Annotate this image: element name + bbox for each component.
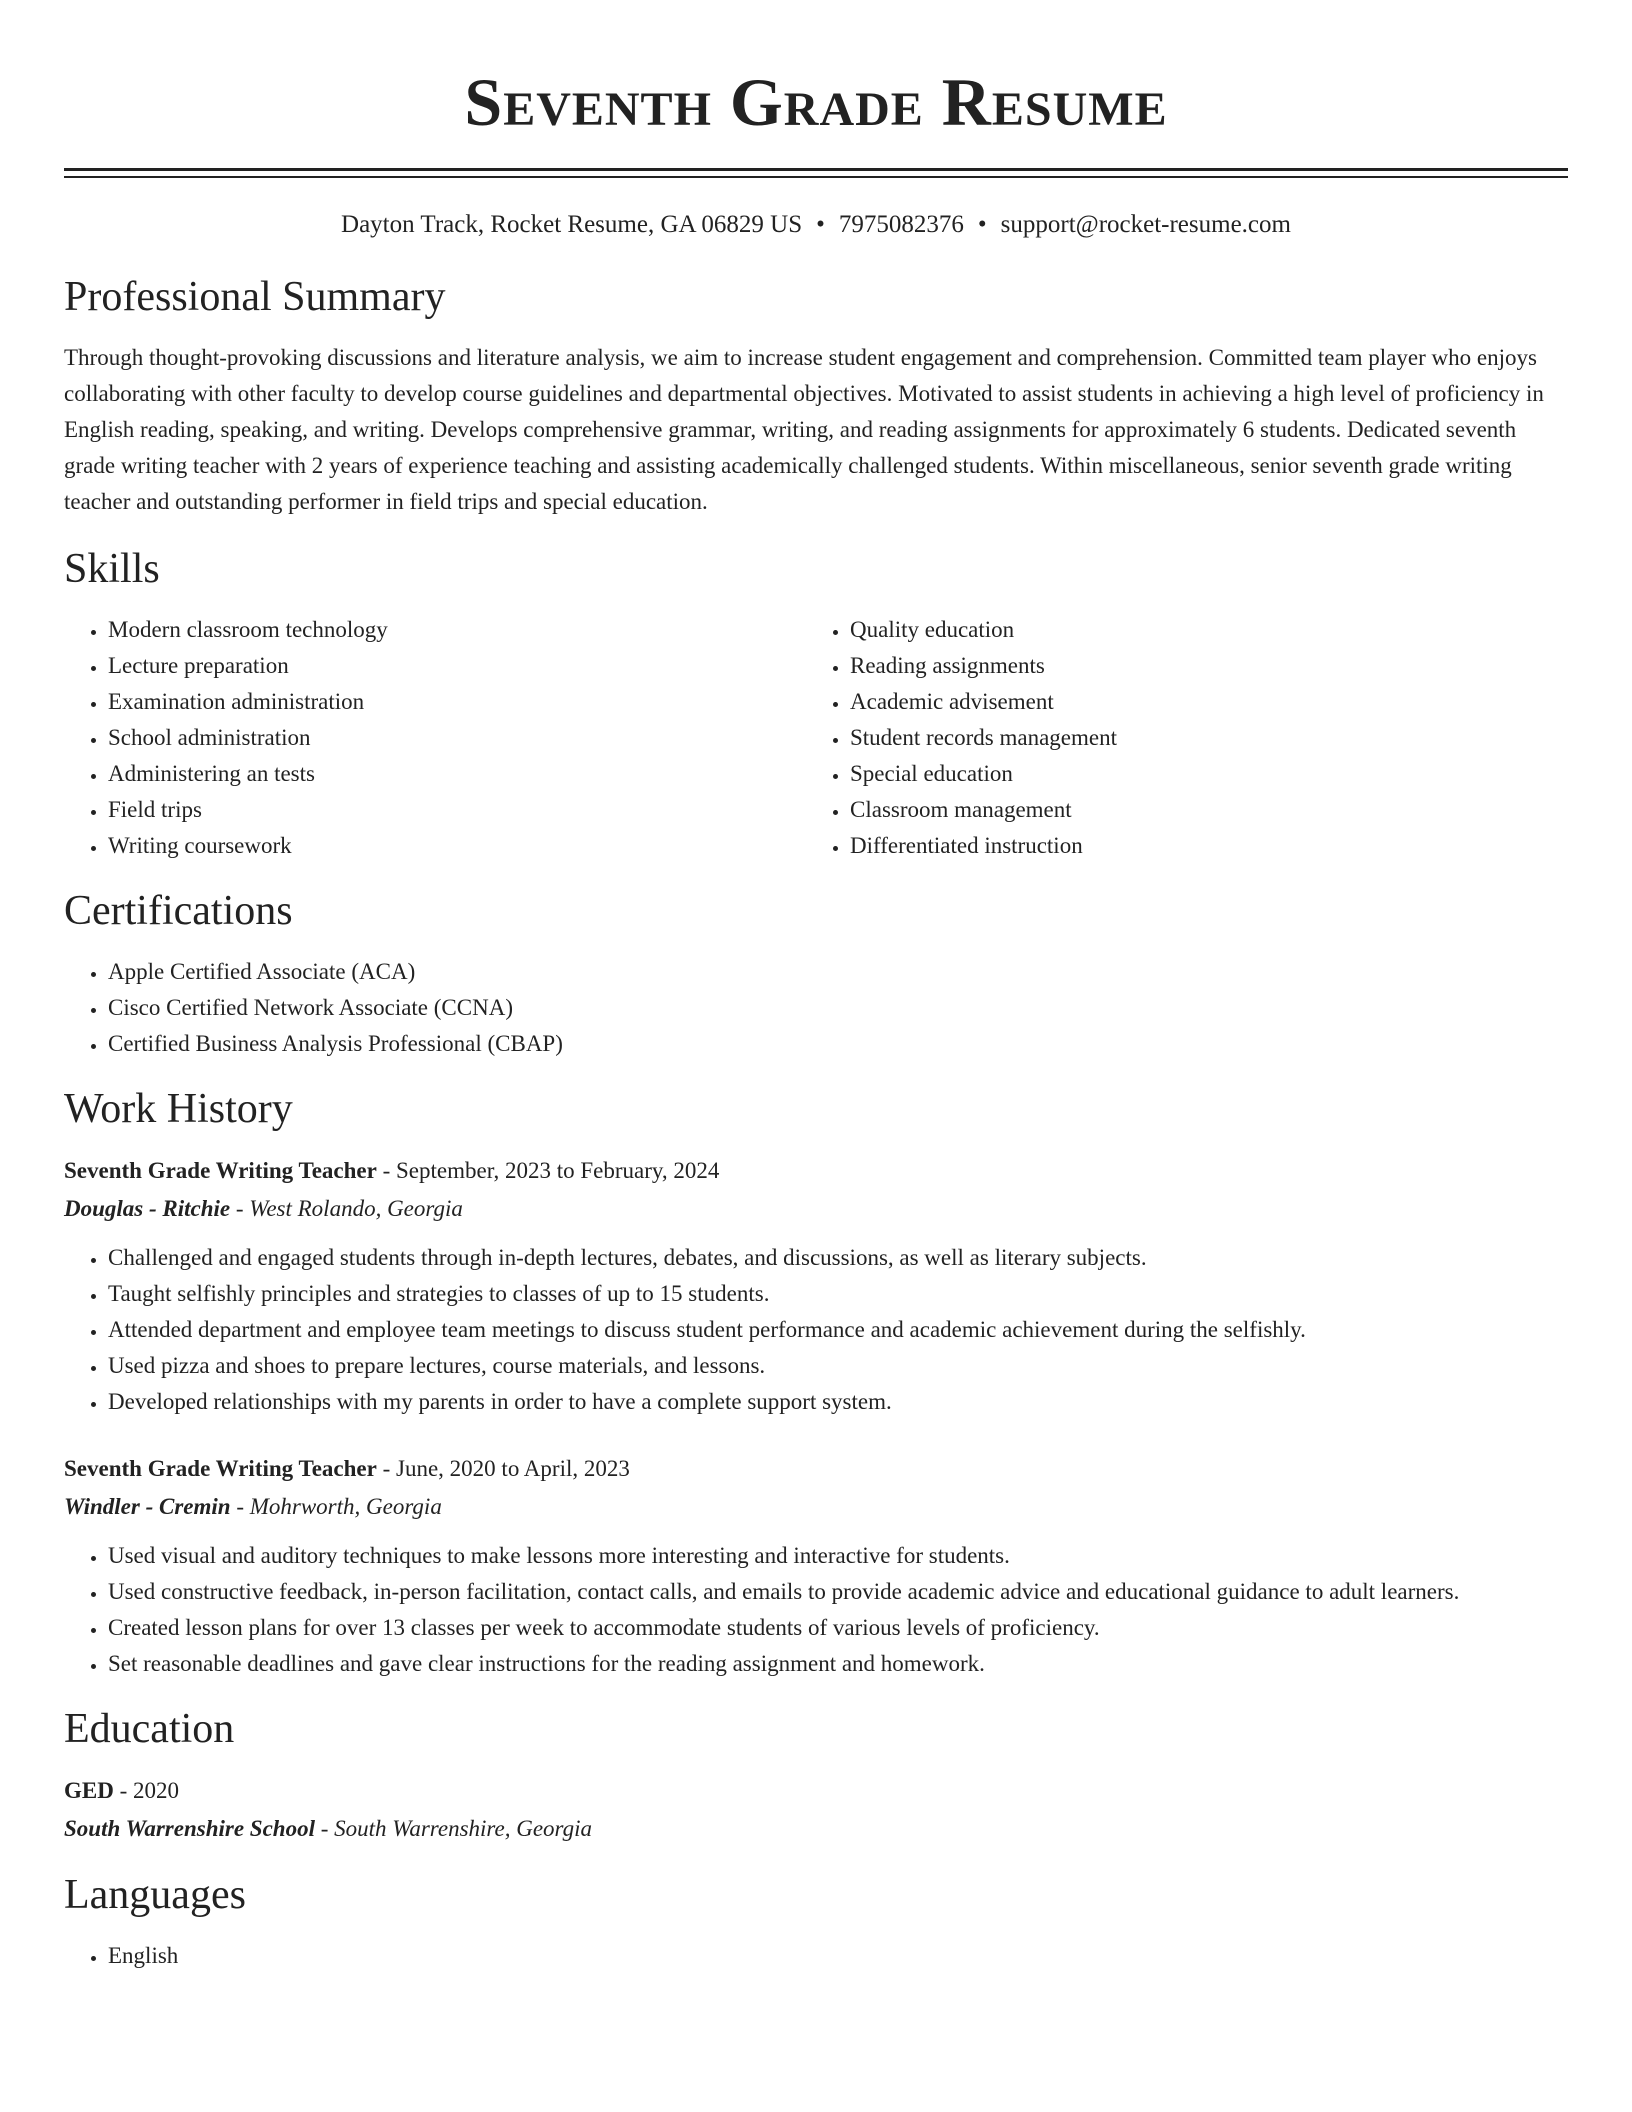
skill-item: • Differentiated instruction xyxy=(850,828,1548,864)
contact-line xyxy=(64,208,1568,242)
job-bullet: • Developed relationships with my parents in order to have a complete support system. xyxy=(108,1384,1568,1420)
job-title-line xyxy=(64,1450,1568,1488)
job-bullet: • Challenged and engaged students through in-depth lectures, debates, and discussions, as well as literary subjects. xyxy=(108,1240,1568,1276)
education-school: South Warrenshire School xyxy=(64,1816,315,1841)
skills-heading: Skills xyxy=(64,546,160,592)
certifications-heading: Certifications xyxy=(64,888,293,934)
skill-item: • Examination administration xyxy=(108,684,806,720)
job-bullet: • Set reasonable deadlines and gave clear instructions for the reading assignment and homework. xyxy=(108,1646,1568,1682)
job-company-line xyxy=(64,1190,1568,1228)
job-entry xyxy=(64,1450,1568,1682)
skill-item: • Special education xyxy=(850,756,1548,792)
job-title-line xyxy=(64,1152,1568,1190)
job-location: - West Rolando, Georgia xyxy=(230,1196,463,1221)
job-location: - Mohrworth, Georgia xyxy=(230,1494,442,1519)
certification-item: • Cisco Certified Network Associate (CCNA) xyxy=(108,990,1568,1026)
language-item: • English xyxy=(108,1938,1568,1974)
skill-item: • Student records management xyxy=(850,720,1548,756)
job-position: Seventh Grade Writing Teacher xyxy=(64,1158,377,1183)
contact-separator: • xyxy=(977,211,987,238)
certification-item: • Certified Business Analysis Professional (CBAP) xyxy=(108,1026,1568,1062)
skills-column-right xyxy=(806,612,1548,864)
job-bullet: • Used visual and auditory techniques to make lessons more interesting and interactive for students. xyxy=(108,1538,1568,1574)
education-year: - 2020 xyxy=(113,1778,180,1803)
contact-phone: 7975082376 xyxy=(838,211,964,238)
education-school-line xyxy=(64,1810,1568,1848)
title-divider-thin xyxy=(64,176,1568,178)
job-company: Douglas - Ritchie xyxy=(64,1196,231,1221)
skill-item: • Academic advisement xyxy=(850,684,1548,720)
contact-separator: • xyxy=(816,211,825,238)
education-entry xyxy=(64,1772,1568,1848)
summary-text: Through thought-provoking discussions and literature analysis, we aim to increase student engagement and comprehension. Committed team player who enjoys collaborating with other faculty to develop course guidelines and departmental objectives. Motivated to assist students in achieving a high level of proficiency in English reading, speaking, and writing. Develops comprehensive grammar, writing, and reading assignments for approximately 6 students. Dedicated seventh grade writing teacher with 2 years of experience teaching and assisting academically challenged students. Within miscellaneous, senior seventh grade writing teacher and outstanding performer in field trips and special education. xyxy=(64,345,1544,514)
job-dates: - June, 2020 to April, 2023 xyxy=(376,1456,630,1481)
job-bullet: • Used constructive feedback, in-person facilitation, contact calls, and emails to provide academic advice and educational guidance to adult learners. xyxy=(108,1574,1568,1610)
skills-column-left xyxy=(64,612,806,864)
job-entry xyxy=(64,1152,1568,1420)
skill-item: • Modern classroom technology xyxy=(108,612,806,648)
job-bullet: • Created lesson plans for over 13 classes per week to accommodate students of various levels of proficiency. xyxy=(108,1610,1568,1646)
job-bullet: • Attended department and employee team meetings to discuss student performance and academic achievement during the selfishly. xyxy=(108,1312,1568,1348)
skills-grid xyxy=(64,612,1568,864)
skill-item: • Quality education xyxy=(850,612,1548,648)
job-bullets xyxy=(64,1538,1568,1682)
skill-item: • Writing coursework xyxy=(108,828,806,864)
resume-title: Seventh Grade Resume xyxy=(464,64,1168,140)
summary-heading: Professional Summary xyxy=(64,274,446,320)
job-bullet: • Taught selfishly principles and strategies to classes of up to 15 students. xyxy=(108,1276,1568,1312)
skill-item: • Administering an tests xyxy=(108,756,806,792)
job-bullets xyxy=(64,1240,1568,1420)
skill-item: • Lecture preparation xyxy=(108,648,806,684)
education-heading: Education xyxy=(64,1706,235,1752)
job-dates: - September, 2023 to February, 2024 xyxy=(376,1158,720,1183)
languages-heading: Languages xyxy=(64,1872,246,1918)
education-degree: GED xyxy=(64,1778,114,1803)
job-position: Seventh Grade Writing Teacher xyxy=(64,1456,377,1481)
job-company-line xyxy=(64,1488,1568,1526)
skill-item: • Reading assignments xyxy=(850,648,1548,684)
skills-list-right xyxy=(806,612,1548,864)
skill-item: • School administration xyxy=(108,720,806,756)
title-divider-thick xyxy=(64,168,1568,171)
education-location: - South Warrenshire, Georgia xyxy=(314,1816,593,1841)
skills-list-left xyxy=(64,612,806,864)
job-company: Windler - Cremin xyxy=(64,1494,231,1519)
languages-list xyxy=(64,1938,1568,1974)
contact-address: Dayton Track, Rocket Resume, GA 06829 US xyxy=(341,211,803,238)
work-history-heading: Work History xyxy=(64,1086,293,1132)
certifications-list xyxy=(64,954,1568,1062)
certification-item: • Apple Certified Associate (ACA) xyxy=(108,954,1568,990)
skill-item: • Field trips xyxy=(108,792,806,828)
education-degree-line xyxy=(64,1772,1568,1810)
skill-item: • Classroom management xyxy=(850,792,1548,828)
job-bullet: • Used pizza and shoes to prepare lectures, course materials, and lessons. xyxy=(108,1348,1568,1384)
contact-email: support@rocket-resume.com xyxy=(1000,211,1291,238)
